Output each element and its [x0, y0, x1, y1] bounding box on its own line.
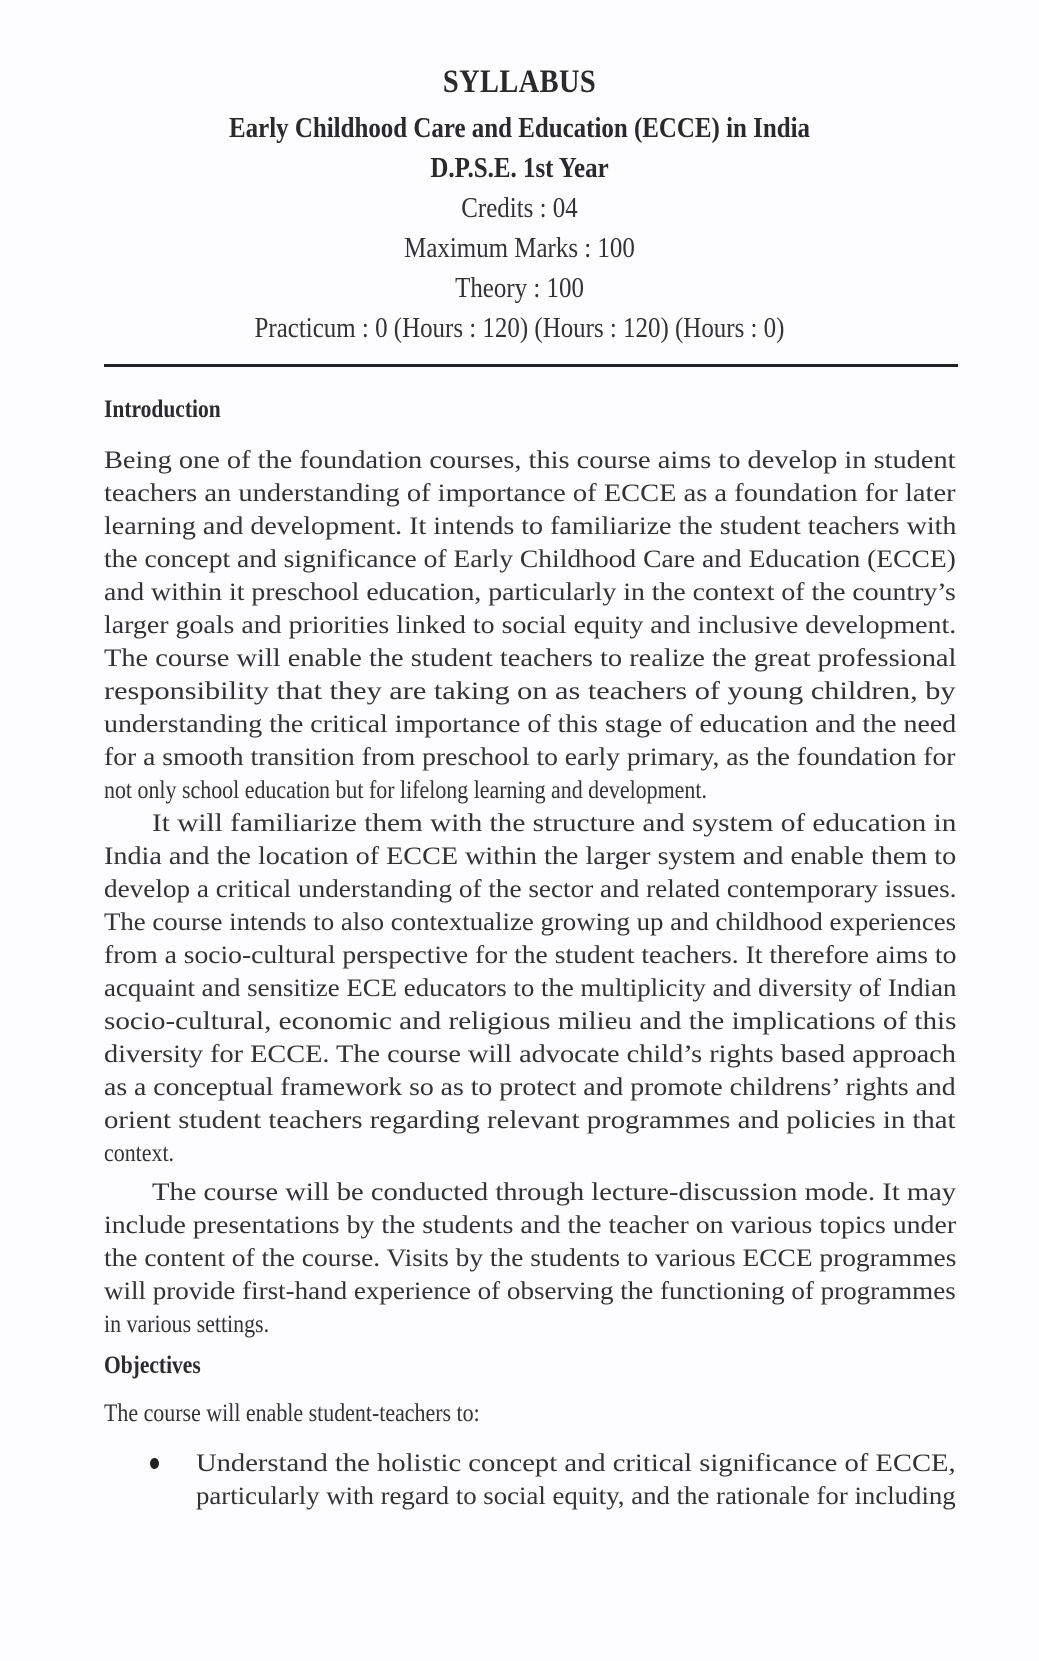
text-line: [104, 476, 956, 509]
program-year: D.P.S.E. 1st Year: [430, 152, 609, 184]
text-line: [104, 1241, 956, 1274]
text-line-content: in various settings.: [104, 1309, 270, 1338]
introduction-paragraph-3: [104, 1175, 956, 1340]
text-line: [104, 1103, 956, 1136]
text-line: [104, 1037, 956, 1070]
objectives-heading: Objectives: [104, 1352, 201, 1379]
text-line: [104, 674, 956, 707]
objective-item-text: [196, 1446, 956, 1512]
text-line-content: larger goals and priorities linked to social equity and inclusive development.: [104, 610, 957, 639]
objectives-intro-text: The course will enable student-teachers to:: [104, 1398, 480, 1427]
objectives-intro: [104, 1396, 956, 1429]
text-line-content: the content of the course. Visits by the students to various ECCE programmes: [104, 1243, 957, 1272]
text-line-content: The course will be conducted through lecture-discussion mode. It may: [152, 1177, 957, 1206]
text-line-content: diversity for ECCE. The course will advocate child’s rights based approach: [104, 1039, 956, 1068]
text-line-content: the concept and significance of Early Childhood Care and Education (ECCE): [104, 544, 956, 573]
text-line-content: and within it preschool education, particularly in the context of the country’s: [104, 577, 956, 606]
text-line: [104, 1136, 956, 1169]
text-line-content: It will familiarize them with the structure and system of education in: [152, 808, 957, 837]
text-line: [104, 1175, 956, 1208]
text-line: [104, 1274, 956, 1307]
text-line: [104, 1307, 956, 1340]
text-line-content: orient student teachers regarding relevant programmes and policies in that: [104, 1105, 956, 1134]
course-name: Early Childhood Care and Education (ECCE) in India: [229, 112, 810, 144]
text-line-content: responsibility that they are taking on as teachers of young children, by: [104, 676, 956, 705]
objective-item: [104, 1446, 956, 1512]
text-line: [104, 806, 956, 839]
text-line: [104, 443, 956, 476]
page-title: SYLLABUS: [442, 64, 597, 100]
text-line: [104, 773, 956, 806]
introduction-paragraph-1: [104, 443, 956, 806]
text-line-content: context.: [104, 1138, 175, 1167]
text-line-content: develop a critical understanding of the sector and related contemporary issues.: [104, 874, 957, 903]
practicum-info: Practicum : 0 (Hours : 120) (Hours : 120) (Hours : 0): [254, 312, 785, 344]
text-line-content: not only school education but for lifelong learning and development.: [104, 775, 707, 804]
text-line-content: Being one of the foundation courses, this course aims to develop in student: [104, 445, 956, 474]
text-line: [104, 971, 956, 1004]
text-line: [104, 542, 956, 575]
text-line-content: for a smooth transition from preschool to early primary, as the foundation for: [104, 742, 956, 771]
text-line: [104, 1208, 956, 1241]
header-divider: [104, 364, 958, 367]
text-line-content: understanding the critical importance of this stage of education and the need: [104, 709, 957, 738]
text-line-content: The course intends to also contextualize growing up and childhood experiences: [104, 907, 957, 936]
text-line: [104, 938, 956, 971]
text-line-content: teachers an understanding of importance of ECCE as a foundation for later: [104, 478, 956, 507]
text-line-content: include presentations by the students and the teacher on various topics under: [104, 1210, 957, 1239]
text-line: [104, 839, 956, 872]
introduction-heading: Introduction: [104, 396, 221, 423]
objectives-list: [104, 1446, 956, 1512]
text-line-content: socio-cultural, economic and religious milieu and the implications of this: [104, 1006, 957, 1035]
text-line-content: acquaint and sensitize ECE educators to the multiplicity and diversity of Indian: [104, 973, 957, 1002]
text-line: [104, 575, 956, 608]
text-line-content: The course will enable the student teachers to realize the great professional: [104, 643, 957, 672]
text-line: [104, 740, 956, 773]
theory-info: Theory : 100: [455, 272, 584, 304]
text-line: [196, 1479, 956, 1512]
text-line-content: from a socio-cultural perspective for the student teachers. It therefore aims to: [104, 940, 957, 969]
text-line: [104, 905, 956, 938]
text-line: [104, 1004, 956, 1037]
text-line: [104, 872, 956, 905]
text-line: [104, 707, 956, 740]
text-line-content: India and the location of ECCE within the larger system and enable them to: [104, 841, 957, 870]
introduction-paragraph-2: [104, 806, 956, 1169]
bullet-icon: [150, 1458, 159, 1469]
text-line-content: will provide first-hand experience of observing the functioning of programmes: [104, 1276, 956, 1305]
text-line-content: particularly with regard to social equity, and the rationale for including: [196, 1481, 956, 1510]
text-line: [104, 509, 956, 542]
text-line: [104, 641, 956, 674]
max-marks-info: Maximum Marks : 100: [404, 232, 635, 264]
text-line: [104, 608, 956, 641]
text-line: [104, 1070, 956, 1103]
text-line: [196, 1446, 956, 1479]
credits-info: Credits : 04: [461, 192, 578, 224]
text-line-content: learning and development. It intends to familiarize the student teachers with: [104, 511, 957, 540]
text-line-content: Understand the holistic concept and critical significance of ECCE,: [196, 1448, 956, 1477]
text-line-content: as a conceptual framework so as to protect and promote childrens’ rights and: [104, 1072, 956, 1101]
